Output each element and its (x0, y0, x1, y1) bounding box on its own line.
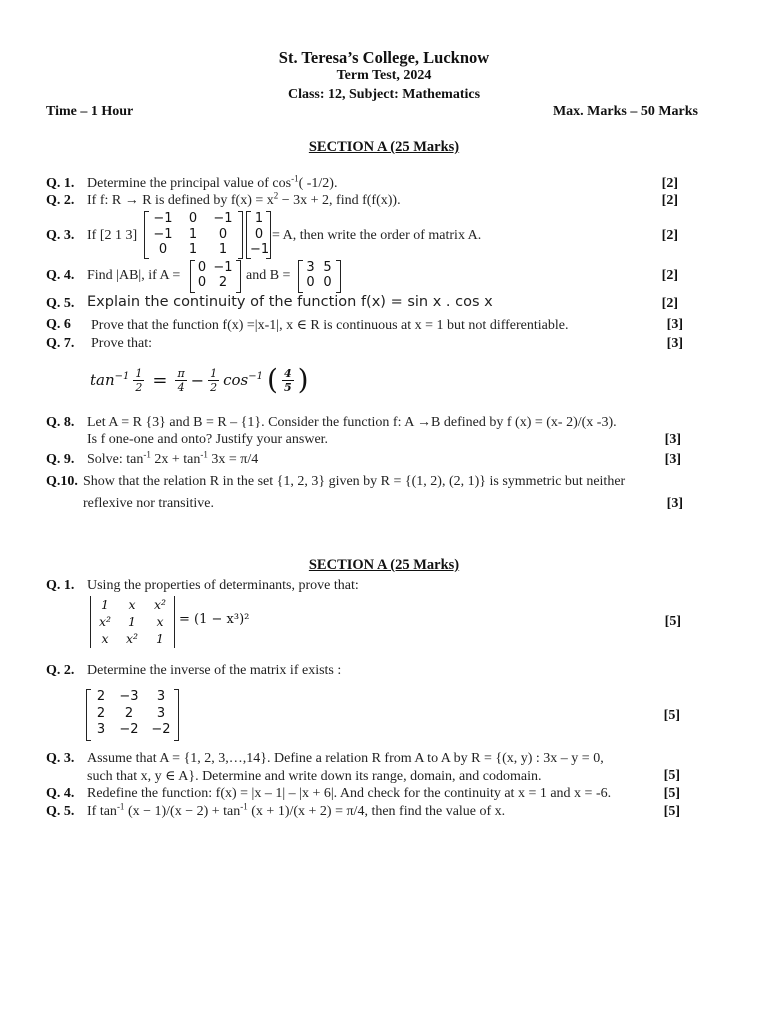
question-text: Solve: $\tan^{-1} 2x + \tan^{-1} 3x = \pi/4$ (87, 449, 259, 467)
matrix-cell: 1 (218, 242, 228, 257)
matrix-cell: 2 (96, 689, 106, 704)
question-number: Q. 4. (46, 786, 75, 801)
question-number: Q. 3. (46, 751, 75, 766)
matrix-cell: 3 (96, 722, 106, 737)
question-text: Assume that A = {1, 2, 3,…,14}. Define a relation R from A to A by R = {(x, y) : 3x – y = 0, (87, 751, 604, 766)
question-number: Q. 8. (46, 415, 75, 430)
question-marks: [5] (663, 804, 680, 819)
equation (90, 360, 309, 400)
question-text: Using the properties of determinants, prove that: (87, 578, 359, 593)
question-text: Determine the principal value of $\cos^{-1}$( -1/2). (87, 173, 338, 191)
matrix-cell: 1 (101, 597, 109, 612)
class-subject: Class: 12, Subject: Mathematics (287, 87, 481, 102)
question-text: = A, then write the order of matrix A. (272, 228, 482, 243)
question-marks: [2] (661, 228, 678, 243)
question-marks: [3] (664, 452, 681, 467)
question-number: Q. 5. (46, 804, 75, 819)
question-marks: [3] (666, 336, 683, 351)
question-number: Q.10. (46, 474, 78, 489)
question-marks: [3] (666, 317, 683, 332)
question-text: Show that the relation R in the set {1, 2, 3} given by R = {(1, 2), (2, 1)} is symmetric but neither (83, 474, 626, 489)
question-number: Q. 4. (46, 268, 75, 283)
question-text: and B = (246, 268, 291, 283)
question-text: Find |AB|, if A = (87, 268, 181, 283)
max-marks-label: Max. Marks – 50 Marks (552, 104, 698, 119)
question-marks: [2] (661, 268, 678, 283)
matrix-bracket (266, 211, 271, 259)
matrix-cell: 0 (218, 226, 228, 242)
matrix-bracket (238, 211, 243, 259)
equals-sign: = (152, 369, 168, 391)
determinant (93, 596, 173, 647)
question-text: Determine the inverse of the matrix if exists : (87, 663, 342, 678)
matrix-cell: −1 (153, 226, 173, 242)
determinant-bar (90, 596, 91, 648)
paren-close: ) (297, 363, 309, 396)
matrix-cell: 0 (254, 226, 264, 242)
matrix-cell: −1 (153, 211, 173, 226)
college-name: St. Teresa’s College, Lucknow (278, 48, 490, 67)
matrix-cell: x (128, 597, 136, 612)
question-text: reflexive nor transitive. (83, 496, 215, 511)
question-marks: [2] (661, 176, 678, 191)
matrix-cell: 0 (197, 275, 207, 290)
matrix-cell: −2 (119, 722, 139, 737)
question-number: Q. 2. (46, 193, 75, 208)
matrix-cell: 0 (306, 275, 315, 290)
question-text: Explain the continuity of the function f(x) = sin x . cos x (87, 294, 493, 310)
matrix-bracket (174, 689, 179, 741)
matrix-cell: x² (125, 631, 139, 646)
matrix (148, 211, 238, 258)
question-number: Q. 5. (46, 296, 75, 311)
question-marks: [5] (664, 614, 681, 629)
matrix-cell: 3 (156, 689, 166, 704)
matrix-cell: 2 (124, 705, 134, 721)
question-marks: [3] (664, 432, 681, 447)
question-text: If $\tan^{-1} (x - 1)/(x - 2) + \tan^{-1} (x + 1)/(x + 2) = \pi/4$, then find the value of x. (87, 801, 506, 819)
fraction: $\frac{\pi}{4}$ (177, 366, 185, 394)
question-text: If [2 1 3] (87, 228, 138, 243)
matrix-cell: x (156, 614, 164, 629)
question-number: Q. 1. (46, 578, 75, 593)
test-name: Term Test, 2024 (336, 68, 432, 83)
matrix-cell: 2 (96, 705, 106, 721)
matrix-cell: −1 (250, 242, 270, 257)
paren-open: ( (267, 363, 278, 396)
matrix-cell: −2 (151, 722, 171, 737)
question-number: Q. 3. (46, 228, 75, 243)
matrix (90, 689, 176, 739)
question-marks: [2] (661, 193, 678, 208)
matrix-cell: x (101, 631, 109, 646)
matrix-cell: −3 (119, 689, 139, 704)
section-a-title: SECTION A (25 Marks) (308, 139, 460, 155)
time-label: Time – 1 Hour (46, 104, 134, 119)
minus-sign: − (190, 370, 205, 390)
matrix-cell: 0 (158, 242, 168, 257)
section-b-title: SECTION A (25 Marks) (308, 557, 460, 573)
equation-term: $\cos^{-1}$ (223, 371, 264, 389)
matrix-cell: 3 (156, 705, 166, 721)
equation-term: $\tan^{-1}$ (90, 371, 130, 389)
matrix-bracket (236, 260, 241, 293)
question-marks: [5] (663, 768, 680, 783)
matrix-cell: 1 (128, 614, 136, 629)
matrix (302, 260, 336, 290)
fraction: $\frac{1}{2}$ (135, 366, 143, 394)
matrix-cell: 1 (254, 211, 264, 226)
fraction: $\frac{1}{2}$ (210, 366, 218, 394)
matrix-cell: x² (153, 597, 167, 612)
matrix-cell: 1 (156, 631, 164, 646)
question-marks: [5] (663, 708, 680, 723)
matrix-cell: 1 (188, 226, 198, 242)
matrix-bracket (336, 260, 341, 293)
question-number: Q. 7. (46, 336, 75, 351)
matrix-cell: 0 (188, 211, 198, 226)
matrix-cell: 0 (323, 275, 332, 290)
question-text: Redefine the function: f(x) = |x – 1| – |x + 6|. And check for the continuity at x = 1 and x = -6. (87, 786, 612, 801)
question-text: such that x, y ∈ A}. Determine and write down its range, domain, and codomain. (87, 769, 542, 784)
question-text: Is f one-one and onto? Justify your answer. (87, 432, 329, 447)
matrix-cell: −1 (213, 211, 233, 226)
question-text: Let A = R {3} and B = R – {1}. Consider the function f: A →B defined by f (x) = (x- 2)/(x -3). (87, 415, 617, 430)
question-number: Q. 6 (46, 317, 71, 332)
question-marks: [5] (663, 786, 680, 801)
question-marks: [2] (661, 296, 678, 311)
question-number: Q. 9. (46, 452, 75, 467)
question-number: Q. 1. (46, 176, 75, 191)
fraction: 4 5 (283, 366, 292, 394)
determinant-bar (174, 596, 175, 648)
question-text: If f: R → R is defined by $f(x) = x^2 - 3x + 2$, find f(f(x)). (87, 190, 401, 208)
matrix-cell: 2 (218, 275, 228, 290)
question-number: Q. 2. (46, 663, 75, 678)
matrix-cell: 0 (197, 260, 207, 275)
matrix-cell: 1 (188, 242, 198, 257)
matrix-cell: 5 (323, 260, 332, 275)
matrix-cell: 3 (306, 260, 315, 275)
question-marks: [3] (666, 496, 683, 511)
question-text: Prove that: (91, 336, 153, 351)
matrix (194, 260, 236, 290)
matrix-cell: x² (98, 614, 112, 629)
equation-rhs: = (1 − x³)² (179, 612, 250, 627)
question-text: Prove that the function f(x) =|x-1|, x ∈ R is continuous at x = 1 but not differentiable. (91, 318, 569, 333)
matrix-cell: −1 (213, 260, 233, 275)
